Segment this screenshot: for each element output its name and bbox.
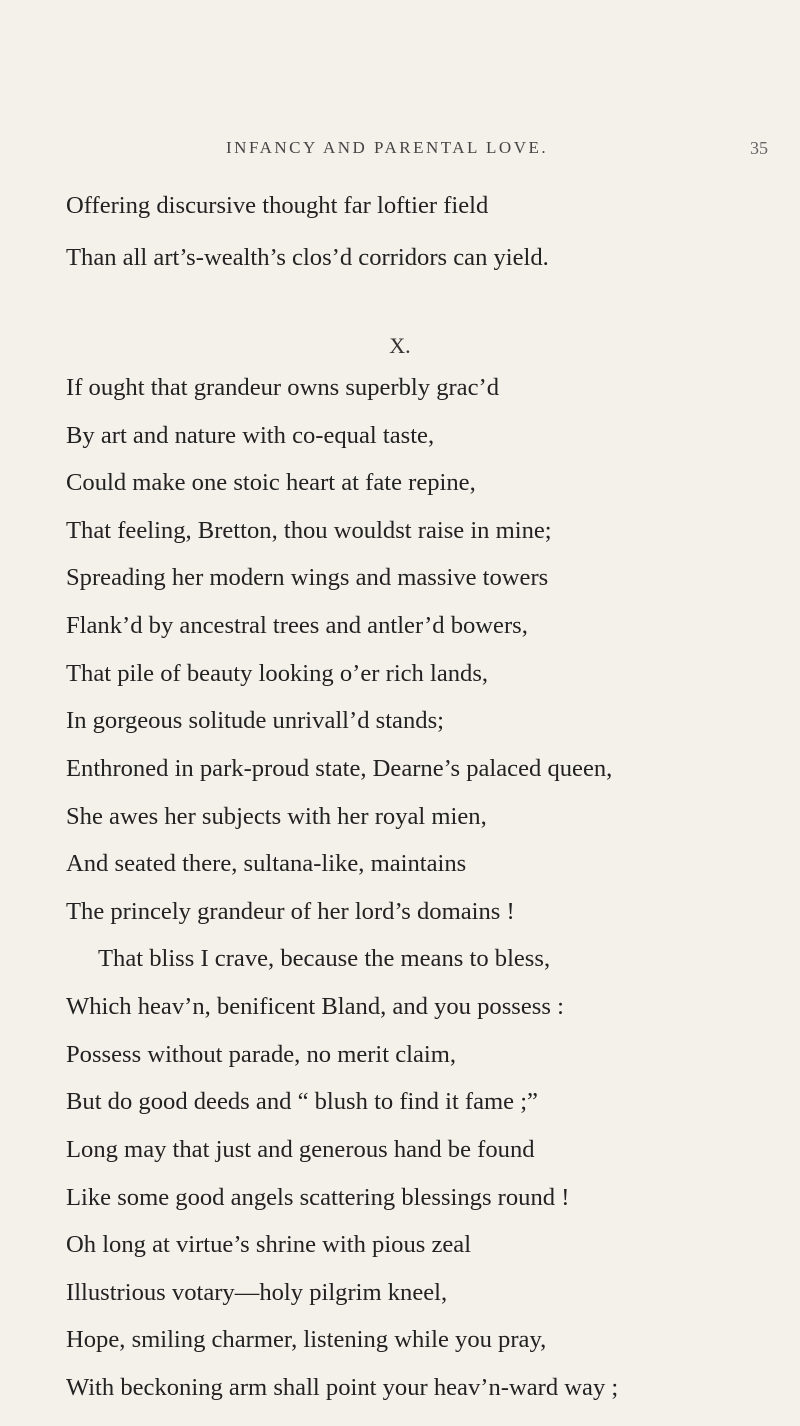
section-numeral: X. — [389, 333, 411, 358]
running-title: INFANCY AND PARENTAL LOVE. — [226, 138, 549, 157]
running-head — [0, 138, 800, 162]
verse-line: But do good deeds and “ blush to find it fame ;” — [66, 1088, 538, 1115]
verse-line: She awes her subjects with her royal mien, — [66, 803, 487, 830]
verse-line: Which heav’n, benificent Bland, and you possess : — [66, 993, 564, 1020]
verse-line: With beckoning arm shall point your heav’n-ward way ; — [66, 1374, 619, 1401]
verse-line: That feeling, Bretton, thou wouldst raise in mine; — [66, 517, 552, 544]
verse-line: Offering discursive thought far loftier field — [66, 192, 489, 219]
verse-line: And seated there, sultana-like, maintains — [66, 850, 467, 877]
verse-line: In gorgeous solitude unrivall’d stands; — [66, 707, 444, 734]
verse-line: If ought that grandeur owns superbly grac’d — [66, 374, 499, 401]
verse-line: The princely grandeur of her lord’s domains ! — [66, 898, 515, 925]
verse-line: That pile of beauty looking o’er rich lands, — [66, 660, 489, 687]
verse-line: Enthroned in park-proud state, Dearne’s palaced queen, — [66, 755, 613, 782]
verse-line: Than all art’s-wealth’s clos’d corridors can yield. — [66, 244, 549, 271]
verse-line: Oh long at virtue’s shrine with pious zeal — [66, 1231, 472, 1258]
verse-line: By art and nature with co-equal taste, — [66, 422, 435, 449]
verse-line: Possess without parade, no merit claim, — [66, 1041, 457, 1068]
verse-line: Like some good angels scattering blessings round ! — [66, 1184, 570, 1211]
verse-line: Spreading her modern wings and massive towers — [66, 564, 549, 591]
verse-line: Hope, smiling charmer, listening while you pray, — [66, 1326, 547, 1353]
verse-line: That bliss I crave, because the means to bless, — [98, 945, 551, 972]
verse-line: Flank’d by ancestral trees and antler’d bowers, — [66, 612, 528, 639]
verse-line: Long may that just and generous hand be found — [66, 1136, 535, 1163]
page-number: 35 — [750, 138, 768, 158]
verse-line: Could make one stoic heart at fate repine, — [66, 469, 476, 496]
verse-line: Illustrious votary—holy pilgrim kneel, — [66, 1279, 448, 1306]
